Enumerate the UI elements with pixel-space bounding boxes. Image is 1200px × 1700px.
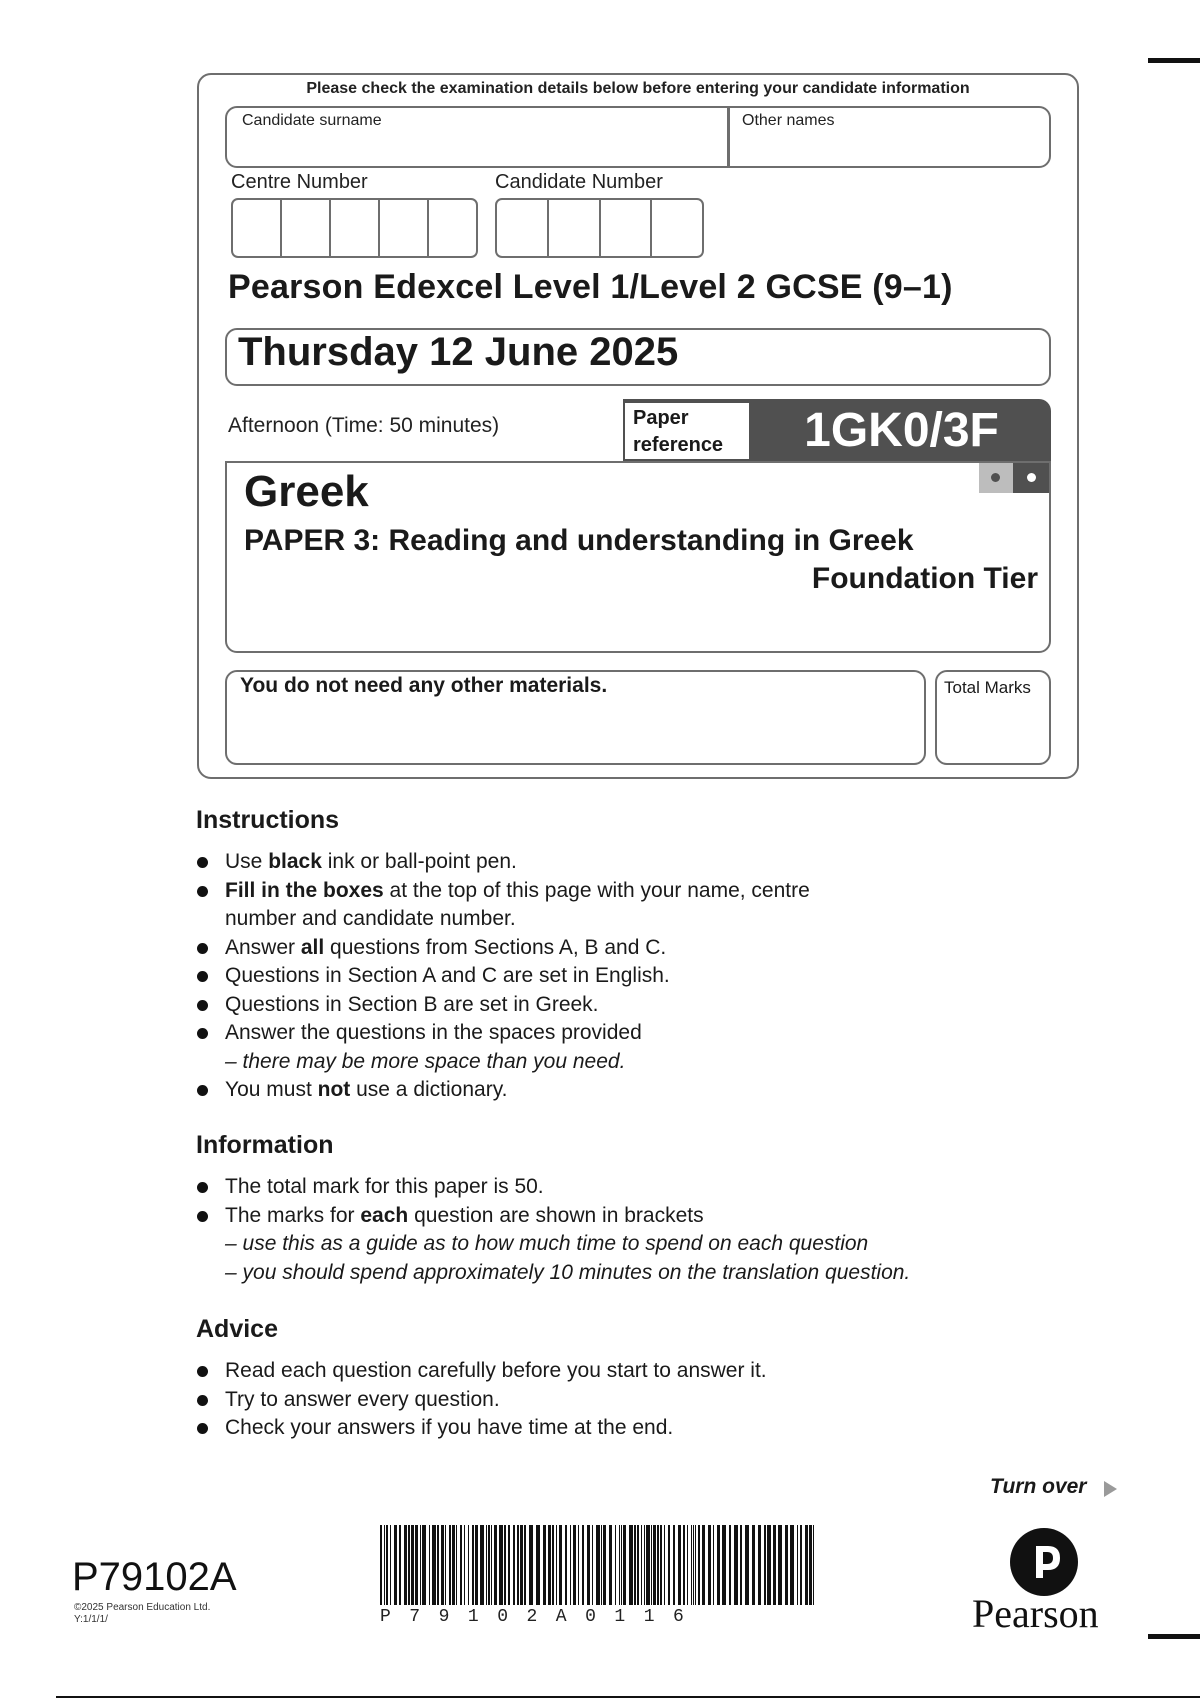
list-item: Answer the questions in the spaces provided – there may be more space than you need. <box>196 1019 816 1076</box>
candidate-number-label: Candidate Number <box>495 171 663 193</box>
centre-number-label: Centre Number <box>231 171 368 193</box>
subject-title: Greek <box>244 467 369 516</box>
digit-box[interactable] <box>282 200 331 256</box>
information-heading: Information <box>196 1131 334 1159</box>
total-marks-label: Total Marks <box>944 678 1031 697</box>
pearson-logo-icon <box>1010 1528 1078 1596</box>
list-item: Use black ink or ball-point pen. <box>196 848 816 877</box>
list-item: Answer all questions from Sections A, B and C. <box>196 934 816 963</box>
tier-indicator-grey <box>979 463 1013 493</box>
exam-session: Afternoon (Time: 50 minutes) <box>228 414 500 437</box>
qualification-title: Pearson Edexcel Level 1/Level 2 GCSE (9–1) <box>228 268 953 306</box>
barcode-number: P79102A0116 <box>380 1607 703 1627</box>
tier-indicator-dark <box>1013 463 1049 493</box>
margin-mark <box>1148 1634 1200 1639</box>
name-box-divider <box>727 108 730 166</box>
paper-reference-code: 1GK0/3F <box>804 404 999 457</box>
list-item: The marks for each question are shown in brackets – use this as a guide as to how much time to spend on each question – you should spend approximately 10 minutes on the translation question. <box>196 1202 976 1288</box>
paper-title: PAPER 3: Reading and understanding in Greek <box>244 524 914 557</box>
copyright: ©2025 Pearson Education Ltd. Y:1/1/1/ <box>74 1602 211 1625</box>
list-item: Fill in the boxes at the top of this page with your name, centre number and candidate number. <box>196 877 816 934</box>
materials-note: You do not need any other materials. <box>240 674 608 697</box>
exam-date: Thursday 12 June 2025 <box>238 330 679 374</box>
digit-box[interactable] <box>429 200 476 256</box>
digit-box[interactable] <box>331 200 380 256</box>
tier-label: Foundation Tier <box>811 562 1038 595</box>
instructions-list <box>196 848 816 1105</box>
check-details-note: Please check the examination details below before entering your candidate information <box>306 80 970 97</box>
digit-box[interactable] <box>233 200 282 256</box>
digit-box[interactable] <box>497 200 549 256</box>
list-item: You must not use a dictionary. <box>196 1076 816 1105</box>
publisher-name: Pearson <box>972 1591 1099 1636</box>
other-names-label: Other names <box>742 112 835 129</box>
list-item: Check your answers if you have time at the end. <box>196 1414 976 1443</box>
turn-over-arrow-icon <box>1104 1481 1117 1497</box>
advice-heading: Advice <box>196 1315 278 1343</box>
list-item: Read each question carefully before you start to answer it. <box>196 1357 976 1386</box>
paper-reference-label: Paper reference <box>623 401 751 461</box>
digit-box[interactable] <box>652 200 702 256</box>
information-list <box>196 1173 976 1287</box>
paper-code: P79102A <box>72 1555 237 1599</box>
turn-over-label: Turn over <box>990 1475 1087 1498</box>
list-item: Questions in Section A and C are set in English. <box>196 962 816 991</box>
margin-mark <box>1148 58 1200 63</box>
instructions-heading: Instructions <box>196 806 340 834</box>
advice-list <box>196 1357 976 1443</box>
centre-number-field[interactable] <box>231 198 478 258</box>
candidate-surname-label: Candidate surname <box>242 112 382 129</box>
list-item: The total mark for this paper is 50. <box>196 1173 976 1202</box>
digit-box[interactable] <box>380 200 429 256</box>
page-bottom-rule <box>56 1696 1200 1698</box>
digit-box[interactable] <box>549 200 601 256</box>
barcode <box>380 1525 820 1605</box>
list-item: Try to answer every question. <box>196 1386 976 1415</box>
digit-box[interactable] <box>601 200 653 256</box>
list-item: Questions in Section B are set in Greek. <box>196 991 816 1020</box>
candidate-number-field[interactable] <box>495 198 704 258</box>
